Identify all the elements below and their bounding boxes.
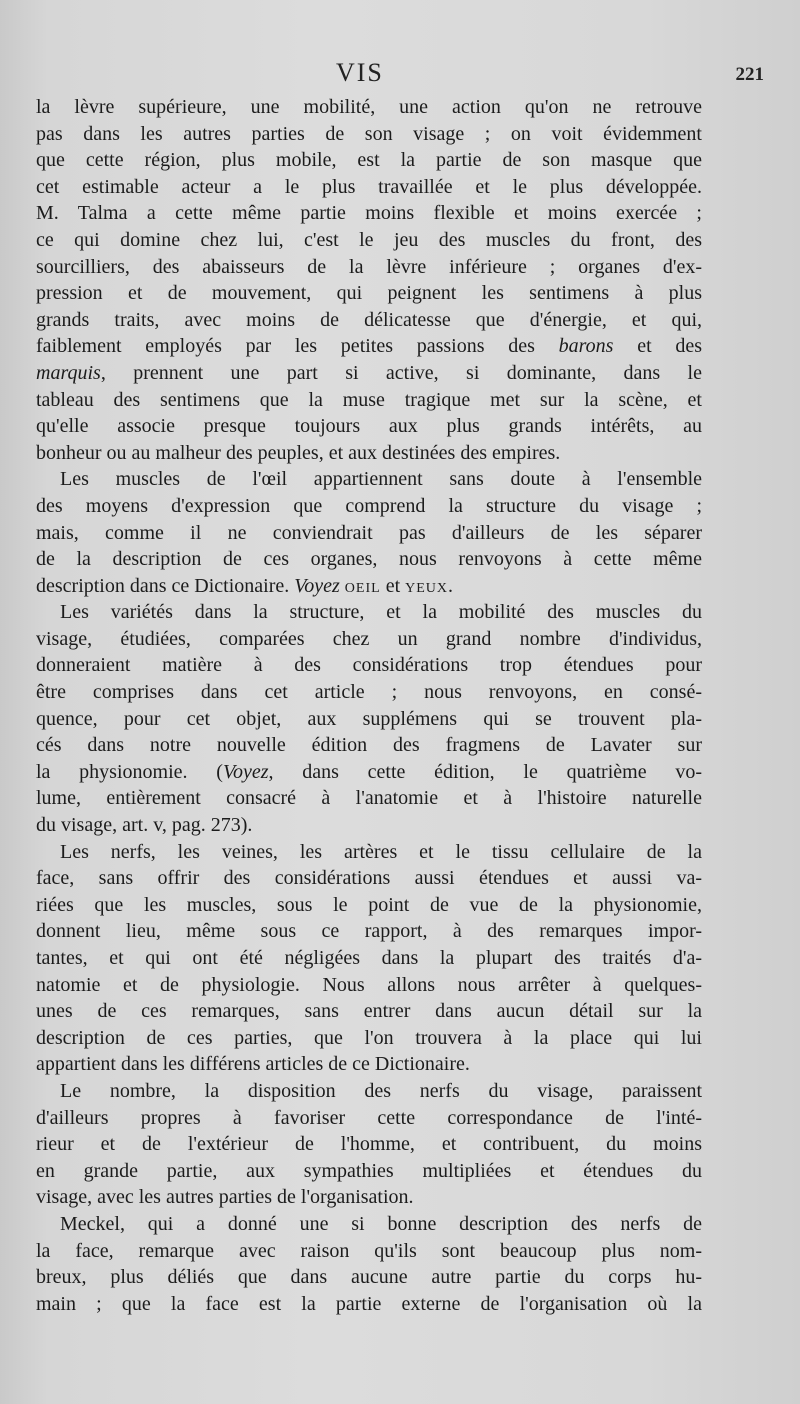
text-line: bonheur ou au malheur des peuples, et aux destinées des empires. [36, 441, 561, 464]
text-line: mais, comme il ne conviendrait pas d'ailleurs de les séparer [36, 521, 702, 544]
page-number: 221 [735, 64, 764, 85]
text-line: visage, avec les autres parties de l'organisation. [36, 1186, 414, 1209]
running-head: VIS [336, 58, 384, 87]
text-line: face, sans offrir des considérations aussi étendues et aussi va- [36, 867, 702, 890]
text-line: natomie et de physiologie. Nous allons nous arrêter à quelques- [36, 973, 702, 996]
text-line: Le nombre, la disposition des nerfs du visage, paraissent [60, 1079, 702, 1102]
text-line: tableau des sentimens que la muse tragique met sur la scène, et [36, 388, 702, 411]
text-line: de la description de ces organes, nous renvoyons à cette même [36, 548, 702, 571]
text-line: faiblement employés par les petites passions des barons et des [36, 335, 702, 358]
text-line: donnent lieu, même sous ce rapport, à des remarques impor- [36, 920, 702, 943]
text-line: Les muscles de l'œil appartiennent sans doute à l'ensemble [60, 468, 702, 491]
text-line: main ; que la face est la partie externe de l'organisation où la [36, 1292, 702, 1315]
text-line: qu'elle associe presque toujours aux plus grands intérêts, au [36, 415, 702, 438]
text-line: d'ailleurs propres à favoriser cette correspondance de l'inté- [36, 1106, 702, 1129]
text-line: cés dans notre nouvelle édition des fragmens de Lavater sur [36, 734, 702, 757]
text-line: quence, pour cet objet, aux supplémens qui se trouvent pla- [36, 707, 702, 730]
text-line: en grande partie, aux sympathies multipliées et étendues du [36, 1159, 702, 1182]
text-line: tantes, et qui ont été négligées dans la plupart des traités d'a- [36, 947, 702, 969]
text-line: M. Talma a cette même partie moins flexible et moins exercée ; [36, 202, 702, 225]
text-line: sourcilliers, des abaisseurs de la lèvre inférieure ; organes d'ex- [36, 255, 702, 278]
text-line: la physionomie. (Voyez, dans cette édition, le quatrième vo- [36, 760, 702, 783]
text-line: breux, plus déliés que dans aucune autre partie du corps hu- [36, 1266, 702, 1289]
text-line: unes de ces remarques, sans entrer dans aucun détail sur la [36, 1000, 702, 1023]
text-line: pas dans les autres parties de son visage ; on voit évidemment [36, 122, 702, 145]
text-line: marquis, prennent une part si active, si dominante, dans le [36, 361, 702, 384]
text-line: que cette région, plus mobile, est la partie de son masque que [36, 149, 702, 172]
text-line: riées que les muscles, sous le point de vue de la physionomie, [36, 893, 702, 916]
text-line: ce qui domine chez lui, c'est le jeu des muscles du front, des [36, 228, 702, 251]
text-line: grands traits, avec moins de délicatesse que d'énergie, et qui, [36, 308, 702, 331]
text-line: la lèvre supérieure, une mobilité, une action qu'on ne retrouve [36, 96, 702, 118]
text-line: être comprises dans cet article ; nous renvoyons, en consé- [36, 681, 702, 704]
text-line: Les variétés dans la structure, et la mobilité des muscles du [60, 601, 702, 624]
body-text [36, 94, 702, 1317]
text-line: pression et de mouvement, qui peignent les sentimens à plus [36, 282, 702, 305]
page-header [0, 58, 800, 92]
text-line: lume, entièrement consacré à l'anatomie et à l'histoire naturelle [36, 787, 702, 810]
text-line: description dans ce Dictionaire. Voyez oeil et yeux. [36, 574, 454, 597]
text-line: Les nerfs, les veines, les artères et le tissu cellulaire de la [60, 840, 702, 863]
text-line: du visage, art. v, pag. 273). [36, 814, 253, 837]
text-line: des moyens d'expression que comprend la structure du visage ; [36, 494, 702, 517]
text-line: appartient dans les différens articles de ce Dictionaire. [36, 1053, 470, 1076]
text-line: la face, remarque avec raison qu'ils sont beaucoup plus nom- [36, 1239, 702, 1262]
text-line: description de ces parties, que l'on trouvera à la place qui lui [36, 1026, 702, 1049]
text-line: Meckel, qui a donné une si bonne description des nerfs de [60, 1212, 702, 1235]
text-line: rieur et de l'extérieur de l'homme, et contribuent, du moins [36, 1133, 702, 1156]
text-line: visage, étudiées, comparées chez un grand nombre d'individus, [36, 627, 702, 650]
text-line: cet estimable acteur a le plus travaillée et le plus développée. [36, 175, 702, 198]
text-line: donneraient matière à des considérations trop étendues pour [36, 654, 702, 677]
